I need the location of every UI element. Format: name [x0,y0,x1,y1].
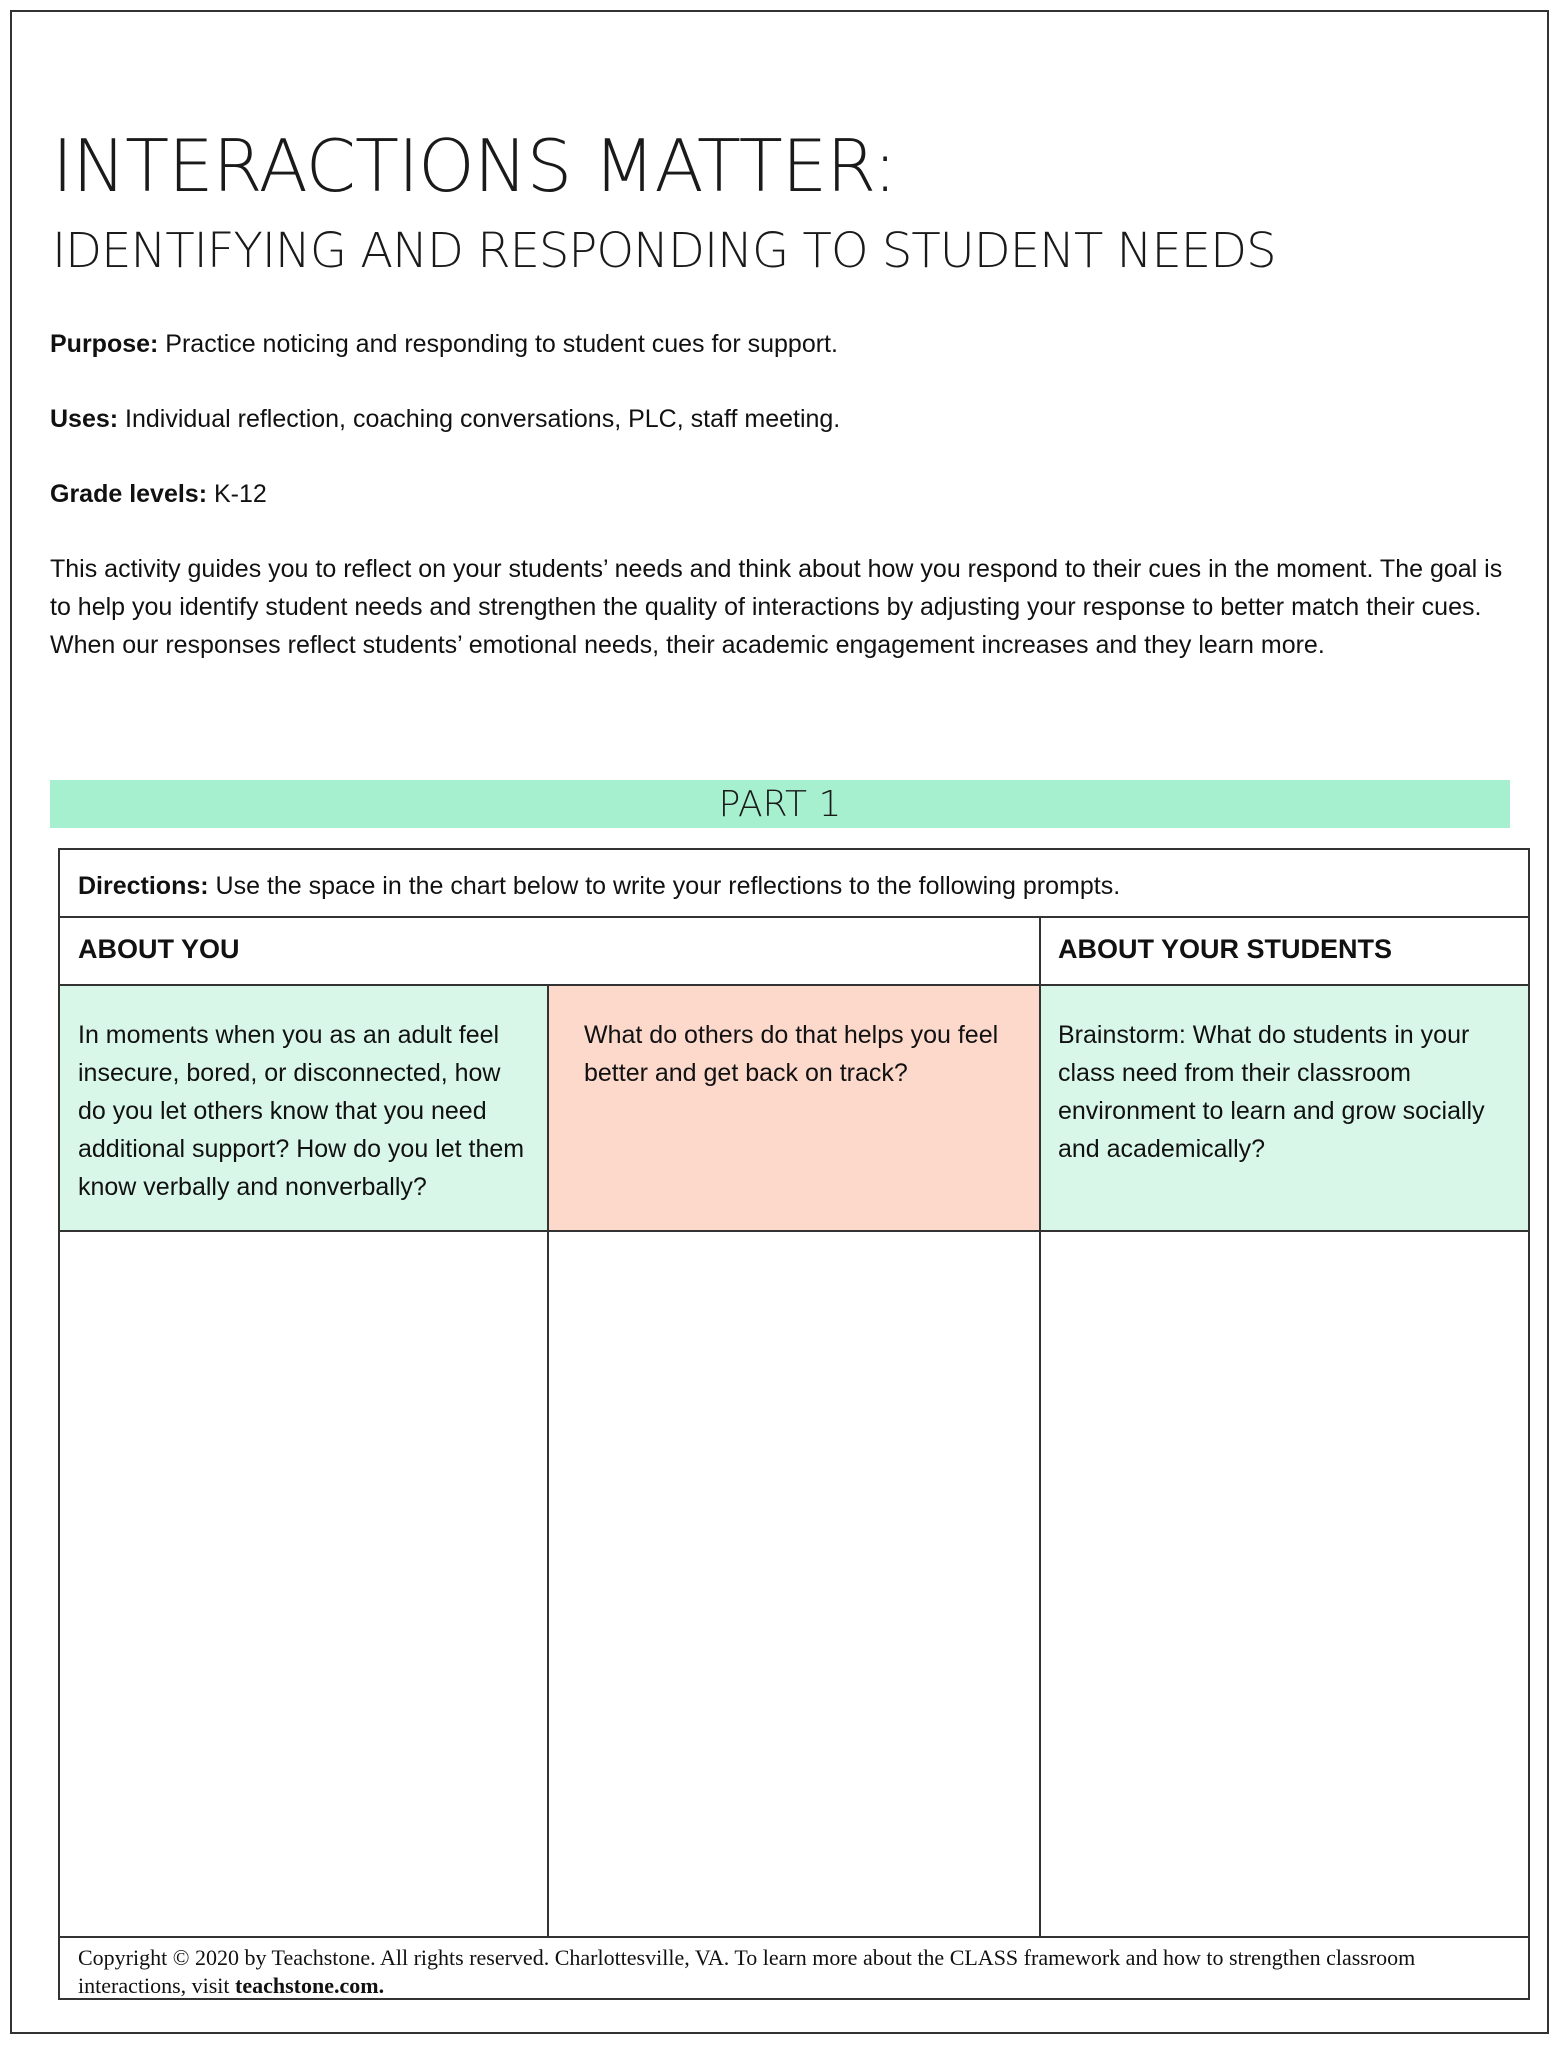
page-subtitle: IDENTIFYING AND RESPONDING TO STUDENT NEEDS [52,223,1276,279]
directions-text: Use the space in the chart below to write your reflections to the following prompts. [208,872,1121,900]
response-box-2[interactable] [548,1234,1040,1938]
response-box-3[interactable] [1040,1234,1528,1938]
response-box-1[interactable] [60,1234,548,1938]
header-about-you: ABOUT YOU [78,934,240,964]
prompt-adult-support: In moments when you as an adult feel insecure, bored, or disconnected, how do you let others know that you need additional support? How do you let them know verbally and nonverbally? [60,986,548,1230]
header-about-your-students: ABOUT YOUR STUDENTS [1058,934,1393,964]
directions-row [60,850,1528,918]
purpose-text: Practice noticing and responding to student cues for support. [158,330,838,358]
directions-label: Directions: [78,872,209,900]
uses-label: Uses: [50,405,119,433]
part-1-banner [50,780,1510,828]
section-headers-row [60,918,1528,986]
part-label: PART 1 [718,783,842,825]
copyright-text: Copyright © 2020 by Teachstone. All rights reserved. Charlottesville, VA. To learn more about the CLASS framework and how to strengthen classroom interactions, visit [78,1945,1416,1998]
purpose-label: Purpose: [50,330,159,358]
page-title: INTERACTIONS MATTER: [52,124,897,208]
grade-levels-label: Grade levels: [50,480,208,508]
grade-levels-text: K-12 [207,480,267,508]
prompt-others-help: What do others do that helps you feel better and get back on track? [548,986,1040,1230]
worksheet-page [10,10,1549,2034]
purpose-line [50,332,838,357]
response-area [60,1234,1528,1938]
prompt-student-needs: Brainstorm: What do students in your class need from their classroom environment to learn and grow socially and academically? [1040,986,1528,1230]
prompts-row [60,986,1528,1232]
copyright-footer [60,1936,1528,1998]
intro-paragraph: This activity guides you to reflect on your students’ needs and think about how you respond to their cues in the moment. The goal is to help you identify student needs and strengthen the quality of interactions by adjusting your response to better match their cues. When our responses reflect students’ emotional needs, their academic engagement increases and they learn more. [50,555,1503,659]
reflection-chart [58,848,1530,2000]
column-divider [547,986,549,1938]
grade-levels-line [50,482,267,507]
uses-text: Individual reflection, coaching conversations, PLC, staff meeting. [118,405,841,433]
teachstone-link[interactable]: teachstone.com. [235,1973,385,1998]
column-divider [1039,986,1041,1938]
uses-line [50,407,840,432]
